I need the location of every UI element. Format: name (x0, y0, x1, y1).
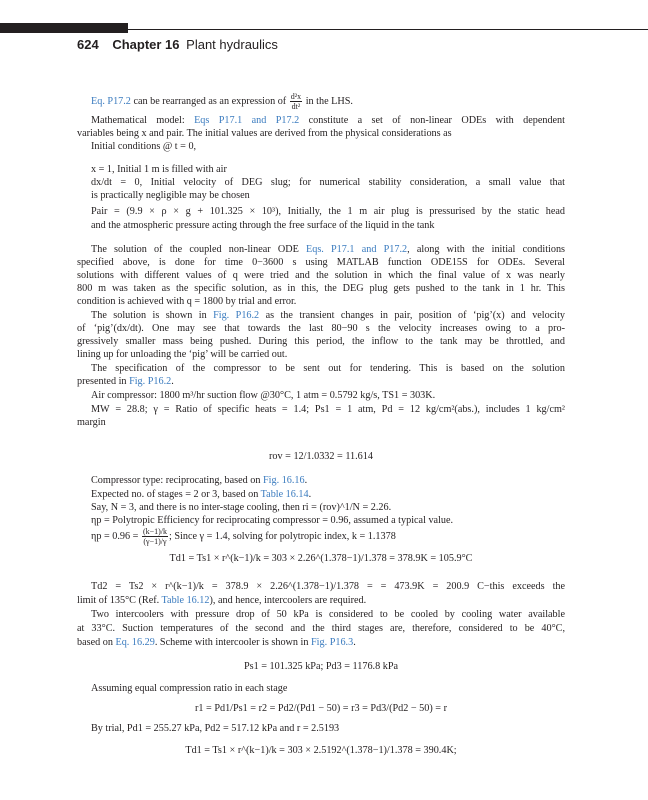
link-table-16-14[interactable]: Table 16.14 (260, 489, 309, 500)
text-pair: Pair = (9.9 × ρ × g + 101.325 × 10³), Initially, the 1 m air plug is pressurised by the static head (91, 206, 565, 217)
text-line: margin (77, 417, 106, 428)
text-line: is practically negligible may be chosen (91, 190, 250, 201)
chapter-title: Plant hydraulics (186, 37, 278, 52)
text-stages: Expected no. of stages = 2 or 3, based on Table 16.14. (91, 489, 312, 500)
link-table-16-12[interactable]: Table 16.12 (161, 595, 210, 606)
text-line: 800 m was taken as the specific solution, as in this, the DEG plug gets pushed to the tank in 1 hr. This (77, 283, 565, 294)
link-eqs-p17-1-p17-2-b[interactable]: Eqs. P17.1 and P17.2 (306, 244, 408, 255)
equation-td1-b: Td1 = Ts1 × r^(k−1)/k = 303 × 2.5192^(1.378−1)/1.378 = 390.4K; (185, 745, 457, 756)
text-dxdt: dx/dt = 0, Initial velocity of DEG slug; for numerical stability consideration, a small value that (91, 177, 565, 188)
paragraph-eq-rearrange: Eq. P17.2 can be rearranged as an expression of $\frac{\text{d²x}}{\text{dt²}}$ in the LHS. (91, 92, 353, 111)
header-bar (0, 23, 128, 33)
text-say: Say, N = 3, and there is no inter-stage cooling, then ri = (rov)^1/N = 2.26. (91, 502, 392, 513)
equation-ps1: Ps1 = 101.325 kPa; Pd3 = 1176.8 kPa (243, 661, 399, 672)
text-td2-limit: limit of 135°C (Ref. Table 16.12), and hence, intercoolers are required. (77, 595, 367, 606)
text-line: condition is achieved with q = 1800 by trial and error. (77, 296, 297, 307)
link-eq-p17-2[interactable]: Eq. P17.2 (91, 95, 131, 107)
text-compressor-type: Compressor type: reciprocating, based on Fig. 16.16. (91, 475, 308, 486)
text-line: lining up for unloading the ‘pig’ will be carried out. (77, 349, 288, 360)
equation-td1: Td1 = Ts1 × r^(k−1)/k = 303 × 2.26^(1.378−1)/1.378 = 378.9K = 105.9°C (169, 553, 473, 564)
paragraph-solution: The solution of the coupled non-linear ODE Eqs. P17.1 and P17.2, along with the initial conditions (91, 244, 566, 255)
text-line: gressively smaller mass being pushed. During this period, the inflow to the tank may be throttled, and (77, 336, 565, 347)
link-eqs-p17-1-p17-2[interactable]: Eqs P17.1 and P17.2 (194, 115, 300, 126)
link-fig-16-16[interactable]: Fig. 16.16 (263, 475, 305, 486)
text-trial: By trial, Pd1 = 255.27 kPa, Pd2 = 517.12 kPa and r = 2.5193 (91, 723, 340, 734)
equation-td2: Td2 = Ts2 × r^(k−1)/k = 378.9 × 2.26^(1.378−1)/1.378 = = 473.9K = 200.9 C−this exceeds the (91, 581, 566, 592)
equation-eta: ηp = 0.96 = $\frac{(k-1)/k}{(\gamma-1)/\gamma}$ ; Since γ = 1.4, solving for polytropic index, k = 1.1378 (91, 527, 396, 546)
text-line: of ‘pig’(dx/dt). One may see that towards the last 80−90 s the velocity increases owing to a pro- (77, 323, 565, 334)
text-mw: MW = 28.8; γ = Ratio of specific heats = 1.4; Ps1 = 1 atm, Pd = 12 kg/cm²(abs.), includes 1 kg/cm² (91, 404, 565, 415)
text-line: solutions with different values of q were tried and the solution in which the final value of x was nearly (77, 270, 565, 281)
equation-rov: rov = 12/1.0332 = 11.614 (269, 451, 373, 462)
header-rule (128, 29, 648, 30)
text-air-compressor: Air compressor: 1800 m³/hr suction flow @30°C, 1 atm = 0.5792 kg/s, TS1 = 303K. (91, 390, 436, 401)
page-number: 624 (77, 37, 99, 52)
page-header (77, 37, 278, 52)
text-x-init: x = 1, Initial 1 m is filled with air (91, 164, 227, 175)
fraction-eta: $\frac{(k-1)/k}{(\gamma-1)/\gamma}$ (142, 527, 167, 546)
text-specification: The specification of the compressor to be sent out for tendering. This is based on the solution (91, 363, 565, 374)
text-line: variables being x and pair. The initial values are derived from the physical considerations as (77, 128, 452, 139)
link-fig-p16-2[interactable]: Fig. P16.2 (213, 310, 260, 321)
link-fig-p16-2-b[interactable]: Fig. P16.2 (129, 376, 172, 387)
fraction-d2x-dt2: $\frac{\text{d²x}}{\text{dt²}}$ (290, 92, 302, 111)
text-intercoolers: Two intercoolers with pressure drop of 50 kPa is considered to be cooled by cooling water available (91, 609, 565, 620)
paragraph-shown: The solution is shown in Fig. P16.2 as the transient changes in pair, position of ‘pig’(x) and velocity (91, 310, 566, 321)
text-initial-conditions: Initial conditions @ t = 0, (91, 141, 197, 152)
link-fig-p16-3[interactable]: Fig. P16.3 (311, 637, 354, 648)
text-intercooler-scheme: based on Eq. 16.29. Scheme with intercooler is shown in Fig. P16.3. (77, 637, 356, 648)
text-line: at 33°C. Suction temperatures of the second and the third stages are, therefore, considered to be 40°C, (77, 623, 565, 634)
equation-r: r1 = Pd1/Ps1 = r2 = Pd2/(Pd1 − 50) = r3 = Pd3/(Pd2 − 50) = r (195, 703, 447, 714)
text-line: specified above, is done for time 0−3600 s using MATLAB function ODE15S for ODEs. Several (77, 257, 565, 268)
text-eta: ηp = Polytropic Efficiency for reciprocating compressor = 0.96, assumed a typical value. (91, 515, 454, 526)
paragraph-spec-end: presented in Fig. P16.2. (77, 376, 174, 387)
paragraph-model: Mathematical model: Eqs P17.1 and P17.2 constitute a set of non-linear ODEs with dependent (91, 115, 565, 126)
link-eq-16-29[interactable]: Eq. 16.29 (115, 637, 155, 648)
chapter-label: Chapter 16 (112, 37, 180, 52)
text-assume: Assuming equal compression ratio in each stage (91, 683, 288, 694)
text-line: and the atmospheric pressure acting through the free surface of the liquid in the tank (91, 220, 435, 231)
